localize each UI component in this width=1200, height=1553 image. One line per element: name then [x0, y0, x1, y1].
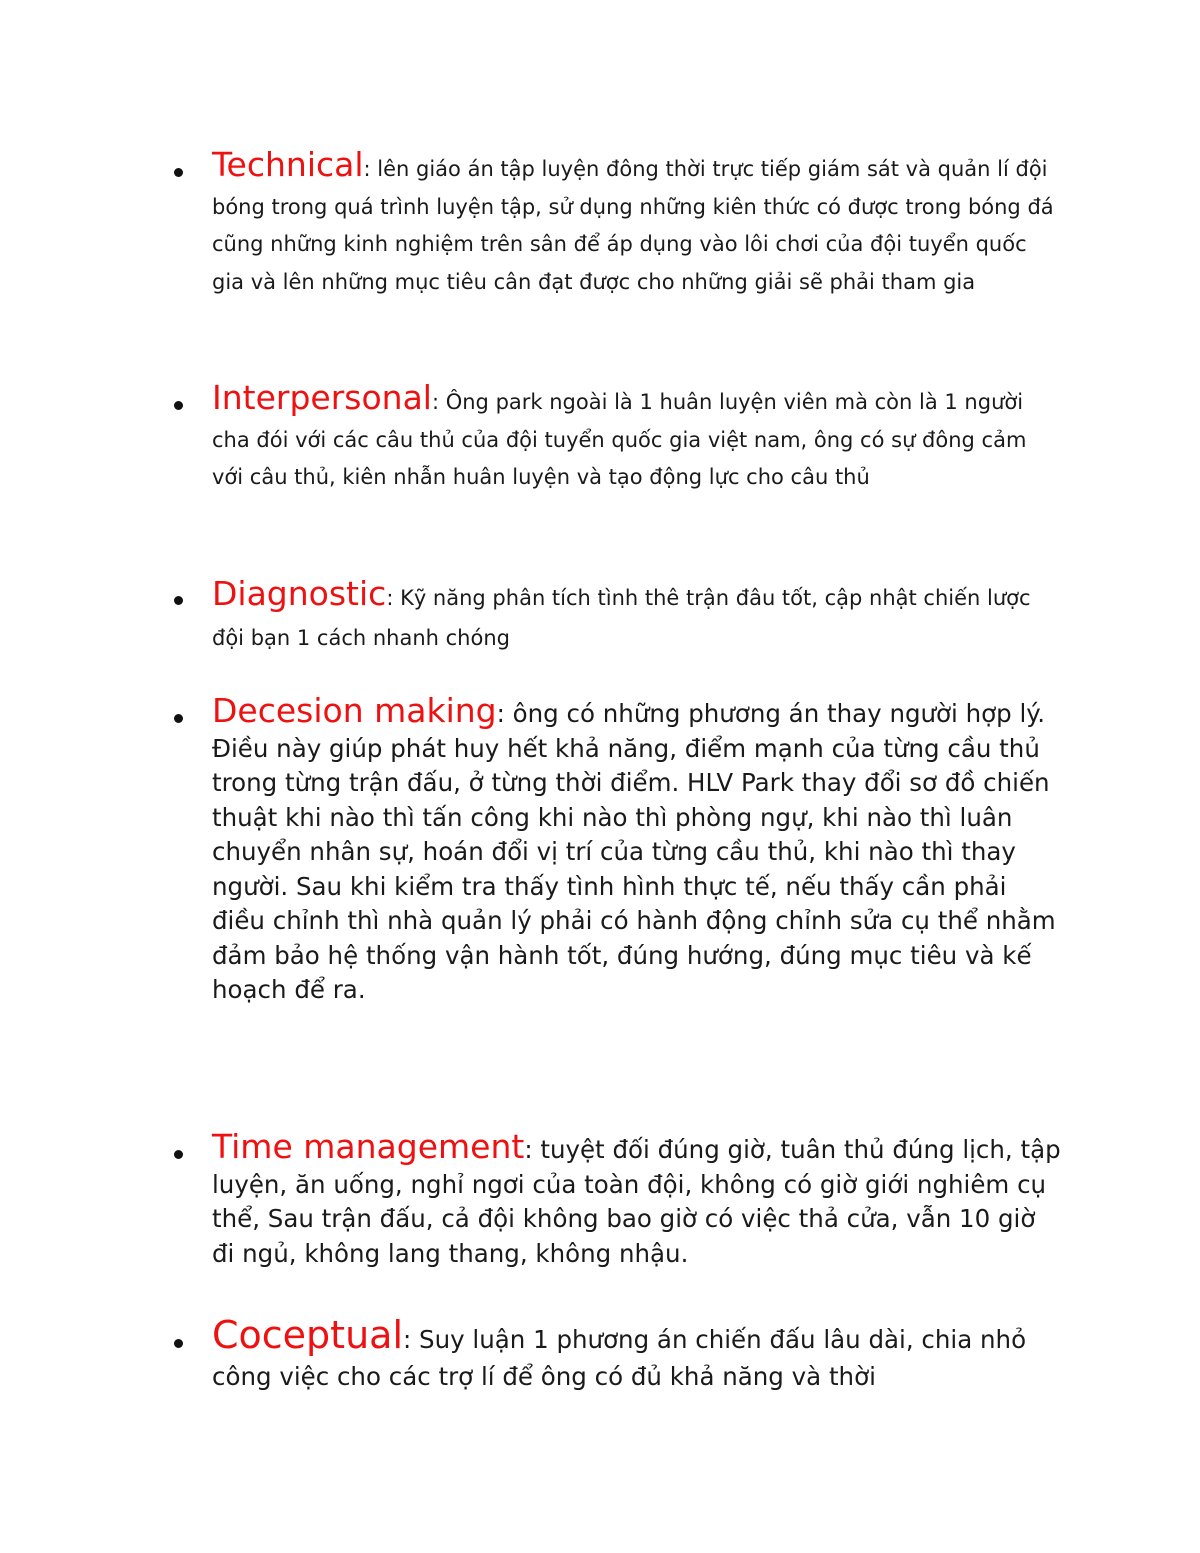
bullet-icon [174, 401, 183, 410]
list-item-time-management [212, 1127, 1062, 1271]
term-technical: Technical [212, 145, 364, 184]
bullet-icon [174, 168, 183, 177]
list-item-decision-making [212, 691, 1062, 1008]
bullet-icon [174, 714, 183, 723]
term-decision-making: Decesion making [212, 691, 497, 730]
description-technical: : lên giáo án tập luyện đông thời trực tiếp giám sát và quản lí đội bóng trong quá trình luyện tập, sử dụng những kiên thức có được trong bóng đá cũng những kinh nghiệm trên sân để áp dụng vào lôi chơi của đội tuyển quốc gia và lên những mục tiêu cân đạt được cho những giải sẽ phải tham gia [212, 157, 1054, 294]
list-item-diagnostic [212, 574, 1062, 658]
description-interpersonal: : Ông park ngoài là 1 huân luyện viên mà còn là 1 người cha đói với các câu thủ của đội tuyển quốc gia việt nam, ông có sự đông cảm với câu thủ, kiên nhẫn huân luyện và tạo động lực cho câu thủ [212, 390, 1027, 489]
bullet-icon [174, 596, 183, 605]
description-conceptual: : Suy luận 1 phương án chiến đấu lâu dài, chia nhỏ công việc cho các trợ lí để ông có đủ khả năng và thời [212, 1325, 1027, 1391]
list-item-interpersonal [212, 379, 1062, 497]
term-interpersonal: Interpersonal [212, 378, 432, 417]
description-diagnostic: : Kỹ năng phân tích tình thê trận đâu tốt, cập nhật chiến lược đội bạn 1 cách nhanh chóng [212, 586, 1031, 650]
term-conceptual: Coceptual [212, 1313, 404, 1357]
term-diagnostic: Diagnostic [212, 574, 387, 613]
term-time-management: Time management [212, 1127, 525, 1166]
bullet-icon [174, 1339, 183, 1348]
description-decision-making: : ông có những phương án thay người hợp lý. Điều này giúp phát huy hết khả năng, điểm mạnh của từng cầu thủ trong từng trận đấu, ở từng thời điểm. HLV Park thay đổi sơ đồ chiến thuật khi nào thì tấn công khi nào thì phòng ngự, khi nào thì luân chuyển nhân sự, hoán đổi vị trí của từng cầu thủ, khi nào thì thay người. Sau khi kiểm tra thấy tình hình thực tế, nếu thấy cần phải điều chỉnh thì nhà quản lý phải có hành động chỉnh sửa cụ thể nhằm đảm bảo hệ thống vận hành tốt, đúng hướng, đúng mục tiêu và kế hoạch để ra. [212, 699, 1056, 1004]
list-item-technical [212, 146, 1062, 301]
list-item-conceptual [212, 1313, 1062, 1395]
bullet-icon [174, 1150, 183, 1159]
description-time-management: : tuyệt đối đúng giờ, tuân thủ đúng lịch, tập luyện, ăn uống, nghỉ ngơi của toàn đội, không có giờ giới nghiêm cụ thể, Sau trận đấu, cả đội không bao giờ có việc thả cửa, vẫn 10 giờ đi ngủ, không lang thang, không nhậu. [212, 1135, 1061, 1268]
